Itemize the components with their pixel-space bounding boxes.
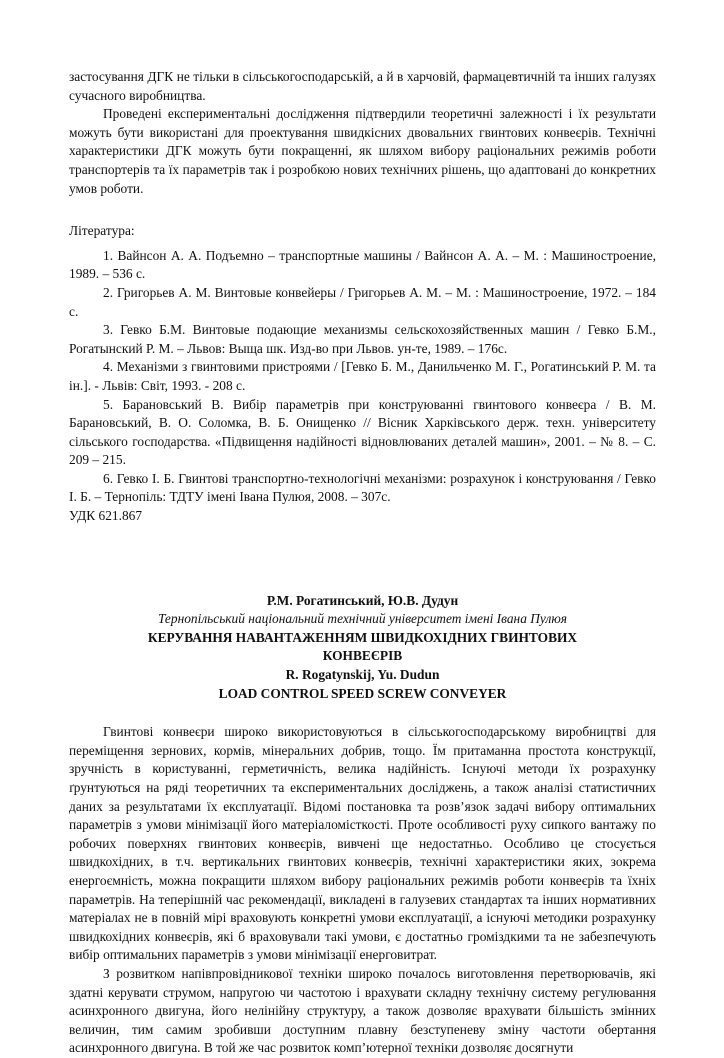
reference-item: 6. Гевко І. Б. Гвинтові транспортно-технологічні механізми: розрахунок і конструювання / Гевко І. Б. – Тернопіль: ТДТУ імені Івана Пулюя, 2008. – 307с. (69, 470, 656, 505)
reference-item: 1. Вайнсон А. А. Подъемно – транспортные машины / Вайнсон А. А. – М. : Машиностроение, 1989. – 536 с. (69, 247, 656, 282)
article-authors-ua: Р.М. Рогатинський, Ю.В. Дудун (266, 592, 459, 608)
article-affiliation: Тернопільський національний технічний університет імені Івана Пулюя (157, 611, 568, 627)
reference-item: 2. Григорьев А. М. Винтовые конвейеры / Григорьев А. М. – М. : Машиностроение, 1972. – 184 с. (69, 284, 656, 319)
article-title-en: LOAD CONTROL SPEED SCREW CONVEYER (218, 685, 507, 701)
udk-code: УДК 621.867 (69, 508, 143, 524)
body-paragraph-2: З розвитком напівпровідникової техніки широко почалось виготовлення перетворювачів, які здатні керувати струмом, напругою чи частотою і врахувати складну технічну систему регулювання асинхронного двигуна, його нелінійну структуру, а також дозволяє врахувати більшість змінних величин, тим самим зробивши доступним плавну безступеневу зміну частоти обертання асинхронного двигуна. В той же час розвиток комп’ютерної техніки дозволяє досягнути (69, 965, 656, 1056)
reference-item: 3. Гевко Б.М. Винтовые подающие механизмы сельскохозяйственных машин / Гевко Б.М., Рогатынский Р. М. – Львов: Выща шк. Изд-во при Львов. ун-те, 1989. – 176с. (69, 322, 656, 356)
references-list (69, 247, 656, 507)
article-title-ua-line2: КОНВЕЄРІВ (322, 648, 403, 664)
reference-item: 4. Механізми з гвинтовими пристроями / [Гевко Б. М., Данильченко М. Г., Рогатинський Р. М. та ін.]. - Львів: Світ, 1993. - 208 с. (69, 359, 656, 393)
article-title-ua-line1: КЕРУВАННЯ НАВАНТАЖЕННЯМ ШВИДКОХІДНИХ ГВИНТОВИХ (147, 629, 578, 645)
intro-paragraph-1: застосування ДГК не тільки в сільськогосподарській, а й в харчовій, фармацевтичній та інших галузях сучасного виробництва. (69, 69, 656, 103)
reference-item: 5. Барановський В. Вибір параметрів при конструюванні гвинтового конвеєра / В. М. Барановський, В. О. Соломка, В. Б. Онищенко // Вісник Харківського держ. техн. університету сільського господарства. «Підвищення надійності відновлюваних деталей машин», 2001. – № 8. – С. 209 – 215. (69, 396, 656, 468)
references-heading: Література: (69, 223, 135, 239)
article-authors-en: R. Rogatynskij, Yu. Dudun (285, 667, 440, 683)
body-paragraph-1: Гвинтові конвеєри широко використовуються в сільськогосподарському виробництві для переміщення зернових, кормів, мінеральних добрив, тощо. Їм притаманна простота конструкції, зручність в користуванні, герметичність, велика надійність. Існуючі методи їх розрахунку ґрунтуються на ряді теоретичних та експериментальних досліджень, а також аналізі статистичних даних за результатами їх експлуатації. Відомі постановка та розв’язок задачі вибору оптимальних параметрів з умови мінімізації його матеріаломісткості. Проте особливості руху сипкого вантажу по робочих поверхнях гвинтових конвеєрів, вивчені ще недостатньо. Особливо це стосується швидкохідних, в т.ч. вертикальних гвинтових конвеєрів, технічні характеристики яких, зокрема енергоємність, можна покращити шляхом вибору раціональних режимів роботи конвеєрів та їхніх параметрів. На теперішній час рекомендації, викладені в галузевих стандартах та інших нормативних матеріалах не в повній мірі враховують конкретні умови експлуатації, а існуючі методики розрахунку швидкохідних конвеєрів, які б враховували такі умови, є достатньо громіздкими та не забезпечують вибір оптимальних параметрів з умови мінімізації енерговитрат. (69, 724, 656, 963)
intro-paragraph-2: Проведені експериментальні дослідження підтвердили теоретичні залежності і їх результати можуть бути використані для проектування швидкісних двовальних гвинтових конвеєрів. Технічні характеристики ДГК можуть бути покращенні, як шляхом вибору раціональних режимів роботи транспортерів та їх параметрів так і розробкою нових технічних рішень, що адаптовані до конкретних умов роботи. (69, 106, 656, 196)
